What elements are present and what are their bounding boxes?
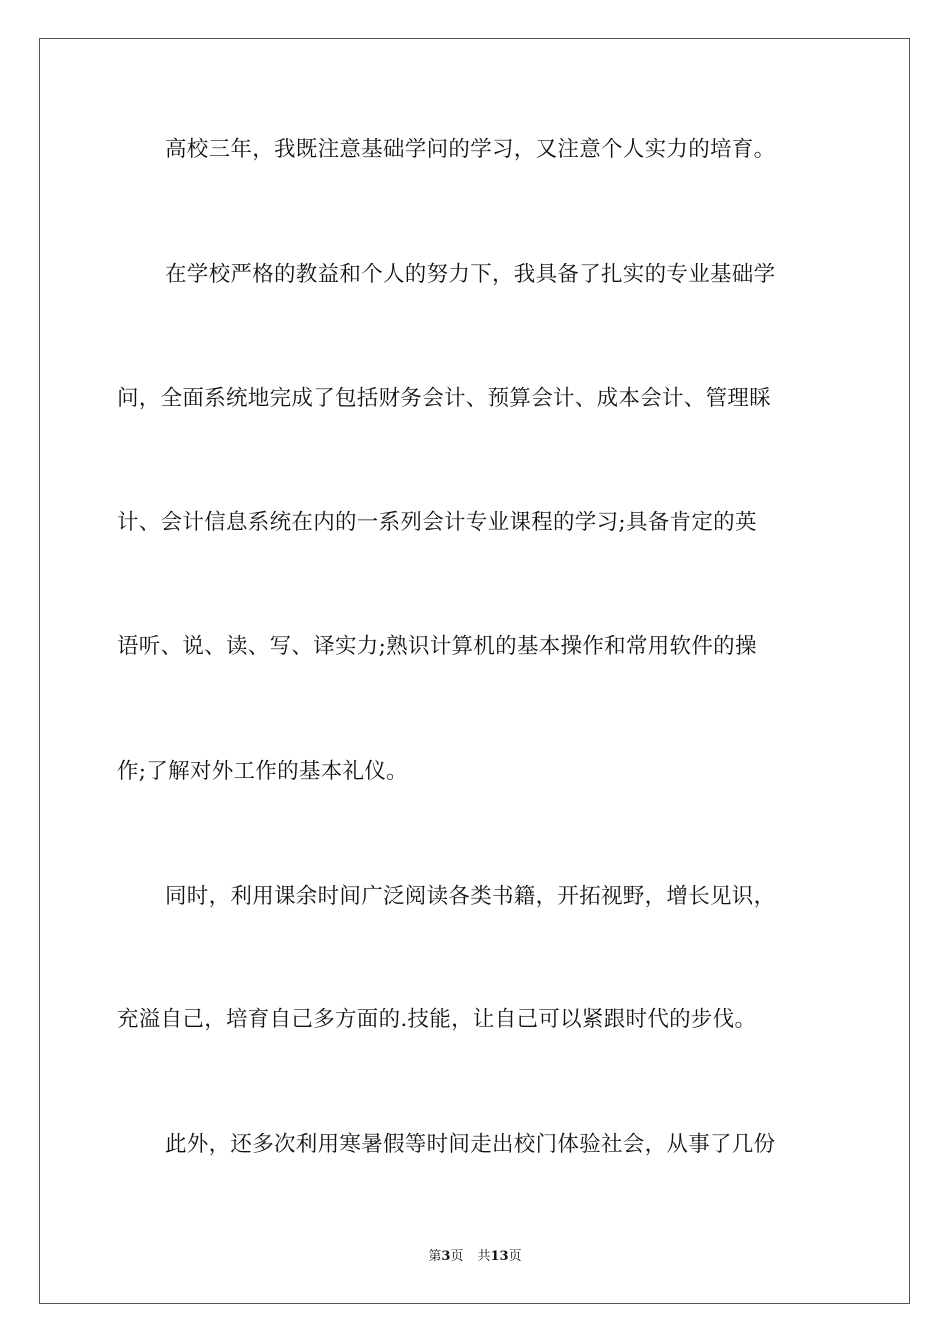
- paragraph-line: 高校三年，我既注意基础学问的学习，又注意个人实力的培育。: [165, 137, 776, 162]
- total-prefix: 共: [477, 1249, 491, 1264]
- total-suffix: 页: [508, 1249, 522, 1264]
- paragraph-line: 语听、说、读、写、译实力;熟识计算机的基本操作和常用软件的操: [117, 634, 757, 659]
- paragraph-line: 在学校严格的教益和个人的努力下，我具备了扎实的专业基础学: [165, 262, 776, 287]
- page-border: [39, 38, 910, 1304]
- paragraph-line: 此外，还多次利用寒暑假等时间走出校门体验社会，从事了几份: [165, 1132, 776, 1157]
- total-pages: 13: [490, 1249, 509, 1264]
- page-suffix: 页: [450, 1249, 464, 1264]
- paragraph-line: 同时，利用课余时间广泛阅读各类书籍，开拓视野，增长见识，: [165, 884, 776, 909]
- paragraph-line: 充溢自己，培育自己多方面的.技能，让自己可以紧跟时代的步伐。: [117, 1007, 757, 1032]
- page-prefix: 第: [428, 1249, 442, 1264]
- page-footer: [0, 1248, 950, 1266]
- paragraph-line: 问，全面系统地完成了包括财务会计、预算会计、成本会计、管理睬: [117, 386, 772, 411]
- paragraph-line: 作;了解对外工作的基本礼仪。: [117, 759, 408, 784]
- page-number: 3: [441, 1249, 451, 1264]
- paragraph-line: 计、会计信息系统在内的一系列会计专业课程的学习;具备肯定的英: [117, 510, 757, 535]
